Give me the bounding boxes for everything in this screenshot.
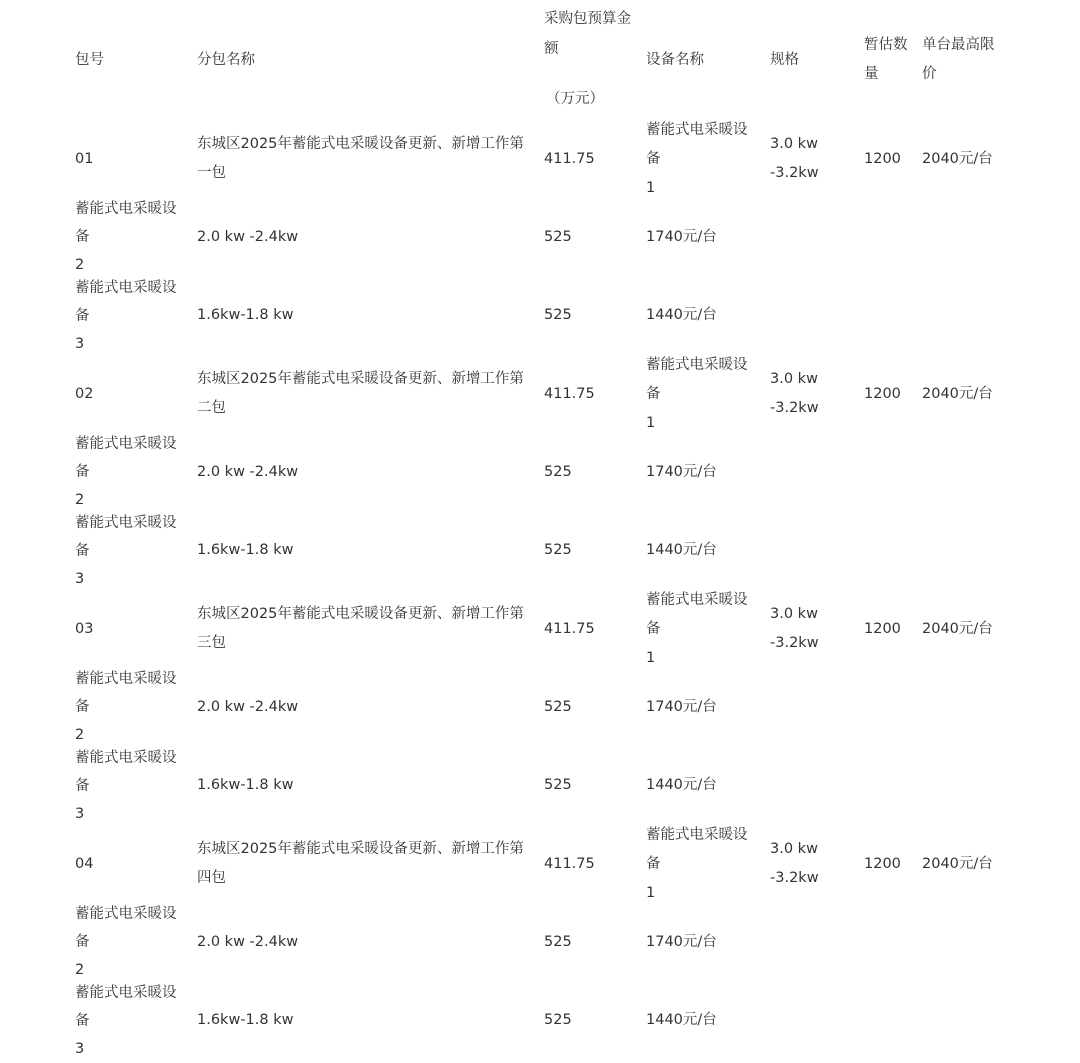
spec-line1: 3.0 kw: [770, 371, 818, 387]
device-name-line2: 1: [646, 414, 656, 431]
qty: [539, 982, 641, 1061]
subpackage-name-line1: 东城区2025年蓄能式电采暖设备更新、新增工作第: [197, 841, 524, 857]
header-package-no-text: 包号: [75, 51, 104, 68]
price-text: 2040元/台: [922, 385, 993, 402]
price: [641, 903, 765, 982]
price: [641, 198, 765, 277]
header-budget: [539, 0, 641, 120]
device-name: [641, 120, 765, 198]
header-device-name-text: 设备名称: [646, 51, 704, 68]
device-name: [641, 590, 765, 668]
package-no: [70, 355, 192, 433]
device-name-stack: [646, 586, 760, 673]
header-subpackage-name: [192, 0, 539, 120]
budget-text: 411.75: [544, 620, 595, 637]
device-name-line1: 蓄能式电采暖设备: [646, 121, 748, 167]
spec-text: 1.6kw-1.8 kw: [197, 542, 294, 559]
spec-line2: -3.2kw: [770, 400, 819, 416]
spec-text: 1.6kw-1.8 kw: [197, 777, 294, 794]
spec-line2: -3.2kw: [770, 635, 819, 651]
spec-stack: [770, 600, 819, 658]
subpackage-name-line1: 东城区2025年蓄能式电采暖设备更新、新增工作第: [197, 606, 524, 622]
device-name-line1: 蓄能式电采暖设备: [75, 279, 177, 324]
device-name-line2: 1: [646, 884, 656, 901]
device-name-stack: [75, 744, 187, 828]
subpackage-name-stack: [197, 600, 524, 658]
device-name-stack: [75, 430, 187, 514]
price-text: 1740元/台: [646, 463, 717, 480]
device-name: [641, 355, 765, 433]
qty-text: 525: [544, 698, 572, 715]
qty-text: 1200: [864, 385, 901, 402]
subpackage-name-stack: [197, 130, 524, 188]
spec-line1: 3.0 kw: [770, 136, 818, 152]
device-name-line2: 1: [646, 649, 656, 666]
qty: [859, 590, 917, 668]
device-name-line1: 蓄能式电采暖设备: [75, 201, 177, 246]
device-name-stack: [646, 821, 760, 908]
subpackage-name-line1: 东城区2025年蓄能式电采暖设备更新、新增工作第: [197, 371, 524, 387]
spec-text: 2.0 kw -2.4kw: [197, 933, 299, 950]
price-text: 2040元/台: [922, 150, 993, 167]
price-text: 2040元/台: [922, 620, 993, 637]
table-row: [70, 277, 1005, 356]
price: [917, 355, 1005, 433]
budget-text: 411.75: [544, 855, 595, 872]
device-name-line2: 2: [75, 257, 85, 274]
procurement-table: [70, 0, 1005, 1060]
qty: [539, 668, 641, 747]
table-header-row: [70, 0, 1005, 120]
header-qty: [859, 0, 917, 120]
budget: [539, 825, 641, 903]
qty: [859, 355, 917, 433]
header-budget-line1: 采购包预算金: [544, 11, 631, 27]
package-no-text: 04: [75, 855, 94, 872]
price: [641, 747, 765, 826]
header-package-no: [70, 0, 192, 120]
device-name: [70, 198, 192, 277]
device-name-stack: [75, 195, 187, 279]
device-name-line2: 1: [646, 179, 656, 196]
price: [917, 120, 1005, 198]
spec-text: 2.0 kw -2.4kw: [197, 698, 299, 715]
device-name: [70, 903, 192, 982]
subpackage-name-line2: 二包: [197, 400, 226, 416]
table-row: [70, 198, 1005, 277]
device-name-line1: 蓄能式电采暖设备: [75, 984, 177, 1029]
qty: [539, 747, 641, 826]
spec: [192, 982, 539, 1061]
package-no: [70, 590, 192, 668]
device-name-stack: [75, 509, 187, 593]
price-text: 1440元/台: [646, 777, 717, 794]
subpackage-name-line2: 四包: [197, 870, 226, 886]
package-no: [70, 825, 192, 903]
device-name-stack: [646, 351, 760, 438]
device-name: [70, 512, 192, 591]
spec-line2: -3.2kw: [770, 870, 819, 886]
subpackage-name: [192, 825, 539, 903]
device-name-stack: [75, 274, 187, 358]
header-price: [917, 0, 1005, 120]
price: [641, 433, 765, 512]
device-name-line2: 3: [75, 1040, 85, 1057]
header-budget-unit: （万元）: [546, 91, 604, 107]
header-budget-line2: 额: [544, 41, 559, 57]
spec: [192, 668, 539, 747]
qty: [859, 120, 917, 198]
device-name-line2: 2: [75, 492, 85, 509]
spec-text: 2.0 kw -2.4kw: [197, 463, 299, 480]
device-name: [70, 433, 192, 512]
device-name-line1: 蓄能式电采暖设备: [75, 906, 177, 951]
package-no-text: 01: [75, 150, 94, 167]
spec: [192, 512, 539, 591]
header-qty-line1: 暂估数: [864, 37, 908, 53]
spec: [765, 120, 859, 198]
table-row: [70, 668, 1005, 747]
device-name-line1: 蓄能式电采暖设备: [646, 826, 748, 872]
qty-text: 525: [544, 777, 572, 794]
spec: [765, 825, 859, 903]
qty-text: 525: [544, 463, 572, 480]
package-no-text: 02: [75, 385, 94, 402]
device-name-line1: 蓄能式电采暖设备: [75, 436, 177, 481]
table-row: [70, 747, 1005, 826]
budget-text: 411.75: [544, 150, 595, 167]
qty-text: 525: [544, 228, 572, 245]
device-name-line1: 蓄能式电采暖设备: [75, 749, 177, 794]
price-text: 1740元/台: [646, 698, 717, 715]
spec-line2: -3.2kw: [770, 165, 819, 181]
table-row: [70, 590, 1005, 668]
spec: [192, 903, 539, 982]
qty-text: 525: [544, 542, 572, 559]
price-text: 1440元/台: [646, 1012, 717, 1029]
qty: [859, 825, 917, 903]
qty: [539, 198, 641, 277]
device-name: [70, 277, 192, 356]
spec-text: 2.0 kw -2.4kw: [197, 228, 299, 245]
device-name-line1: 蓄能式电采暖设备: [75, 671, 177, 716]
price: [641, 512, 765, 591]
spec: [192, 433, 539, 512]
budget: [539, 355, 641, 433]
subpackage-name: [192, 120, 539, 198]
qty: [539, 512, 641, 591]
qty-text: 525: [544, 933, 572, 950]
device-name: [70, 668, 192, 747]
header-price-line2: 价: [922, 66, 937, 82]
table-row: [70, 512, 1005, 591]
spec-line1: 3.0 kw: [770, 606, 818, 622]
spec: [192, 198, 539, 277]
subpackage-name-line1: 东城区2025年蓄能式电采暖设备更新、新增工作第: [197, 136, 524, 152]
table-row: [70, 355, 1005, 433]
price-text: 1440元/台: [646, 307, 717, 324]
spec-text: 1.6kw-1.8 kw: [197, 307, 294, 324]
header-qty-stack: [864, 31, 908, 89]
spec-stack: [770, 835, 819, 893]
price: [917, 590, 1005, 668]
subpackage-name-stack: [197, 835, 524, 893]
device-name-stack: [75, 665, 187, 749]
table-row: [70, 982, 1005, 1061]
qty-text: 525: [544, 1012, 572, 1029]
spec-stack: [770, 365, 819, 423]
price: [641, 982, 765, 1061]
package-no-text: 03: [75, 620, 94, 637]
device-name-line1: 蓄能式电采暖设备: [646, 356, 748, 402]
device-name: [70, 747, 192, 826]
table-row: [70, 903, 1005, 982]
device-name-line2: 3: [75, 570, 85, 587]
qty: [539, 433, 641, 512]
qty-text: 1200: [864, 150, 901, 167]
header-budget-stack: [544, 4, 631, 114]
spec: [192, 747, 539, 826]
device-name-stack: [75, 900, 187, 984]
device-name-line2: 3: [75, 805, 85, 822]
qty-text: 525: [544, 307, 572, 324]
budget: [539, 590, 641, 668]
device-name-line2: 2: [75, 727, 85, 744]
qty: [539, 277, 641, 356]
spec-stack: [770, 130, 819, 188]
budget: [539, 120, 641, 198]
subpackage-name: [192, 590, 539, 668]
header-spec-text: 规格: [770, 51, 799, 68]
spec: [765, 590, 859, 668]
device-name: [70, 982, 192, 1061]
price-text: 1740元/台: [646, 933, 717, 950]
subpackage-name-stack: [197, 365, 524, 423]
price-text: 1440元/台: [646, 542, 717, 559]
price-text: 2040元/台: [922, 855, 993, 872]
device-name-line1: 蓄能式电采暖设备: [646, 591, 748, 637]
table-row: [70, 120, 1005, 198]
spec: [765, 355, 859, 433]
device-name-stack: [75, 979, 187, 1063]
subpackage-name: [192, 355, 539, 433]
budget-text: 411.75: [544, 385, 595, 402]
spec-text: 1.6kw-1.8 kw: [197, 1012, 294, 1029]
price-text: 1740元/台: [646, 228, 717, 245]
spec-line1: 3.0 kw: [770, 841, 818, 857]
package-no: [70, 120, 192, 198]
qty-text: 1200: [864, 620, 901, 637]
qty-text: 1200: [864, 855, 901, 872]
header-device-name: [641, 0, 765, 120]
table-row: [70, 825, 1005, 903]
header-spec: [765, 0, 859, 120]
header-qty-line2: 量: [864, 66, 879, 82]
price: [641, 277, 765, 356]
device-name-line2: 2: [75, 962, 85, 979]
subpackage-name-line2: 一包: [197, 165, 226, 181]
qty: [539, 903, 641, 982]
device-name-stack: [646, 116, 760, 203]
subpackage-name-line2: 三包: [197, 635, 226, 651]
device-name-line1: 蓄能式电采暖设备: [75, 514, 177, 559]
header-price-line1: 单台最高限: [922, 37, 995, 53]
device-name: [641, 825, 765, 903]
header-subpackage-name-text: 分包名称: [197, 51, 255, 68]
price: [641, 668, 765, 747]
device-name-line2: 3: [75, 335, 85, 352]
spec: [192, 277, 539, 356]
price: [917, 825, 1005, 903]
table-row: [70, 433, 1005, 512]
header-price-stack: [922, 31, 995, 89]
